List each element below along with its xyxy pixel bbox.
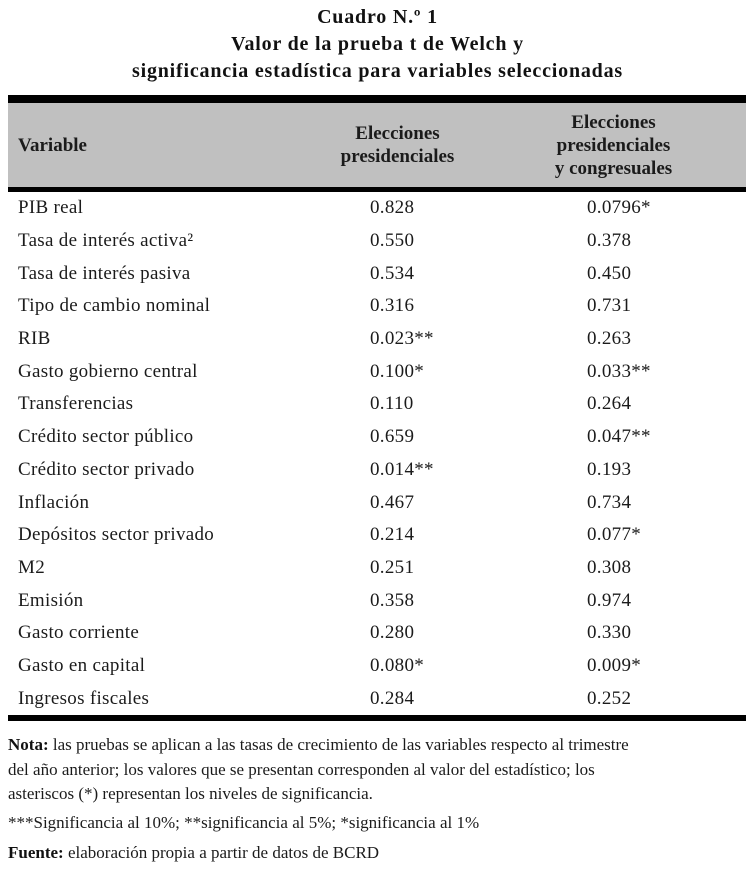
cell-congresuales: 0.263 bbox=[587, 328, 632, 350]
table-row bbox=[8, 552, 746, 585]
table-row bbox=[8, 388, 746, 421]
table-title-line2: Valor de la prueba t de Welch y bbox=[231, 33, 524, 55]
cell-congresuales: 0.378 bbox=[587, 230, 632, 252]
note-text: las pruebas se aplican a las tasas de crecimiento de las variables respecto al trimestre bbox=[52, 735, 629, 754]
cell-variable: Ingresos fiscales bbox=[18, 687, 150, 709]
table-row bbox=[8, 421, 746, 454]
cell-variable: Tasa de interés activa² bbox=[18, 230, 194, 252]
table-row bbox=[8, 454, 746, 487]
significance-legend: ***Significancia al 10%; **significancia al 5%; *significancia al 1% bbox=[8, 812, 480, 832]
note-line: del año anterior; los valores que se presentan corresponden al valor del estadístico; los bbox=[8, 759, 595, 779]
note-line: asteriscos (*) representan los niveles de significancia. bbox=[8, 784, 373, 803]
cell-variable: Transferencias bbox=[18, 393, 134, 415]
cell-congresuales: 0.974 bbox=[587, 589, 632, 611]
table-body bbox=[8, 192, 746, 721]
cell-congresuales: 0.731 bbox=[587, 295, 632, 317]
cell-variable: Crédito sector privado bbox=[18, 458, 195, 480]
table-row bbox=[8, 225, 746, 258]
cell-variable: Tasa de interés pasiva bbox=[18, 262, 191, 284]
cell-presidenciales: 0.467 bbox=[370, 491, 415, 513]
cell-variable: Gasto en capital bbox=[18, 654, 146, 676]
cell-presidenciales: 0.358 bbox=[370, 589, 415, 611]
header-line: y congresuales bbox=[554, 157, 673, 179]
cell-variable: Gasto gobierno central bbox=[18, 360, 198, 382]
cell-presidenciales: 0.534 bbox=[370, 262, 415, 284]
table-row bbox=[8, 192, 746, 225]
table-header-row bbox=[8, 95, 746, 192]
cell-congresuales: 0.077* bbox=[587, 524, 642, 546]
column-header-elecciones-presidenciales-congresuales bbox=[540, 111, 687, 180]
cell-variable: Gasto corriente bbox=[18, 622, 140, 644]
cell-variable: Crédito sector público bbox=[18, 426, 194, 448]
cell-variable: Tipo de cambio nominal bbox=[18, 295, 211, 317]
table-notes bbox=[8, 733, 748, 866]
cell-presidenciales: 0.659 bbox=[370, 426, 415, 448]
cell-presidenciales: 0.023** bbox=[370, 328, 434, 350]
column-header-variable: Variable bbox=[18, 134, 87, 156]
source-label: Fuente: bbox=[8, 843, 64, 862]
welch-test-table bbox=[8, 95, 746, 721]
source-text: elaboración propia a partir de datos de BCRD bbox=[67, 843, 380, 862]
cell-variable: PIB real bbox=[18, 197, 84, 219]
table-row bbox=[8, 519, 746, 552]
cell-presidenciales: 0.284 bbox=[370, 687, 415, 709]
header-line: Elecciones bbox=[571, 111, 656, 133]
table-row bbox=[8, 355, 746, 388]
cell-variable: Emisión bbox=[18, 589, 84, 611]
table-row bbox=[8, 584, 746, 617]
cell-congresuales: 0.009* bbox=[587, 654, 642, 676]
cell-presidenciales: 0.550 bbox=[370, 230, 415, 252]
cell-variable: Depósitos sector privado bbox=[18, 524, 215, 546]
table-title bbox=[0, 0, 755, 85]
table-row bbox=[8, 617, 746, 650]
note-label: Nota: bbox=[8, 735, 49, 754]
cell-congresuales: 0.308 bbox=[587, 556, 632, 578]
table-number: Cuadro N.º 1 bbox=[317, 6, 438, 28]
header-line: Elecciones bbox=[355, 123, 440, 144]
cell-congresuales: 0.252 bbox=[587, 687, 632, 709]
cell-presidenciales: 0.100* bbox=[370, 360, 425, 382]
cell-presidenciales: 0.014** bbox=[370, 458, 434, 480]
cell-congresuales: 0.450 bbox=[587, 262, 632, 284]
table-row bbox=[8, 257, 746, 290]
cell-presidenciales: 0.080* bbox=[370, 654, 425, 676]
cell-variable: M2 bbox=[18, 556, 45, 578]
header-line: presidenciales bbox=[556, 134, 671, 156]
column-header-elecciones-presidenciales bbox=[330, 122, 465, 168]
cell-congresuales: 0.264 bbox=[587, 393, 632, 415]
table-row bbox=[8, 682, 746, 715]
table-row bbox=[8, 323, 746, 356]
cell-presidenciales: 0.280 bbox=[370, 622, 415, 644]
note-line bbox=[8, 735, 629, 754]
cell-congresuales: 0.033** bbox=[587, 360, 651, 382]
cell-presidenciales: 0.316 bbox=[370, 295, 415, 317]
cell-congresuales: 0.047** bbox=[587, 426, 651, 448]
cell-variable: RIB bbox=[18, 328, 51, 350]
cell-congresuales: 0.330 bbox=[587, 622, 632, 644]
source-line bbox=[8, 841, 748, 866]
cell-congresuales: 0.193 bbox=[587, 458, 632, 480]
table-title-line3: significancia estadística para variables seleccionadas bbox=[132, 60, 623, 82]
table-row bbox=[8, 290, 746, 323]
cell-congresuales: 0.734 bbox=[587, 491, 632, 513]
cell-presidenciales: 0.214 bbox=[370, 524, 415, 546]
table-row bbox=[8, 486, 746, 519]
cell-presidenciales: 0.251 bbox=[370, 556, 415, 578]
cell-variable: Inflación bbox=[18, 491, 90, 513]
header-line: presidenciales bbox=[340, 146, 455, 167]
cell-congresuales: 0.0796* bbox=[587, 197, 651, 219]
table-row bbox=[8, 650, 746, 683]
cell-presidenciales: 0.110 bbox=[370, 393, 414, 415]
note-paragraph bbox=[8, 733, 748, 807]
cell-presidenciales: 0.828 bbox=[370, 197, 415, 219]
